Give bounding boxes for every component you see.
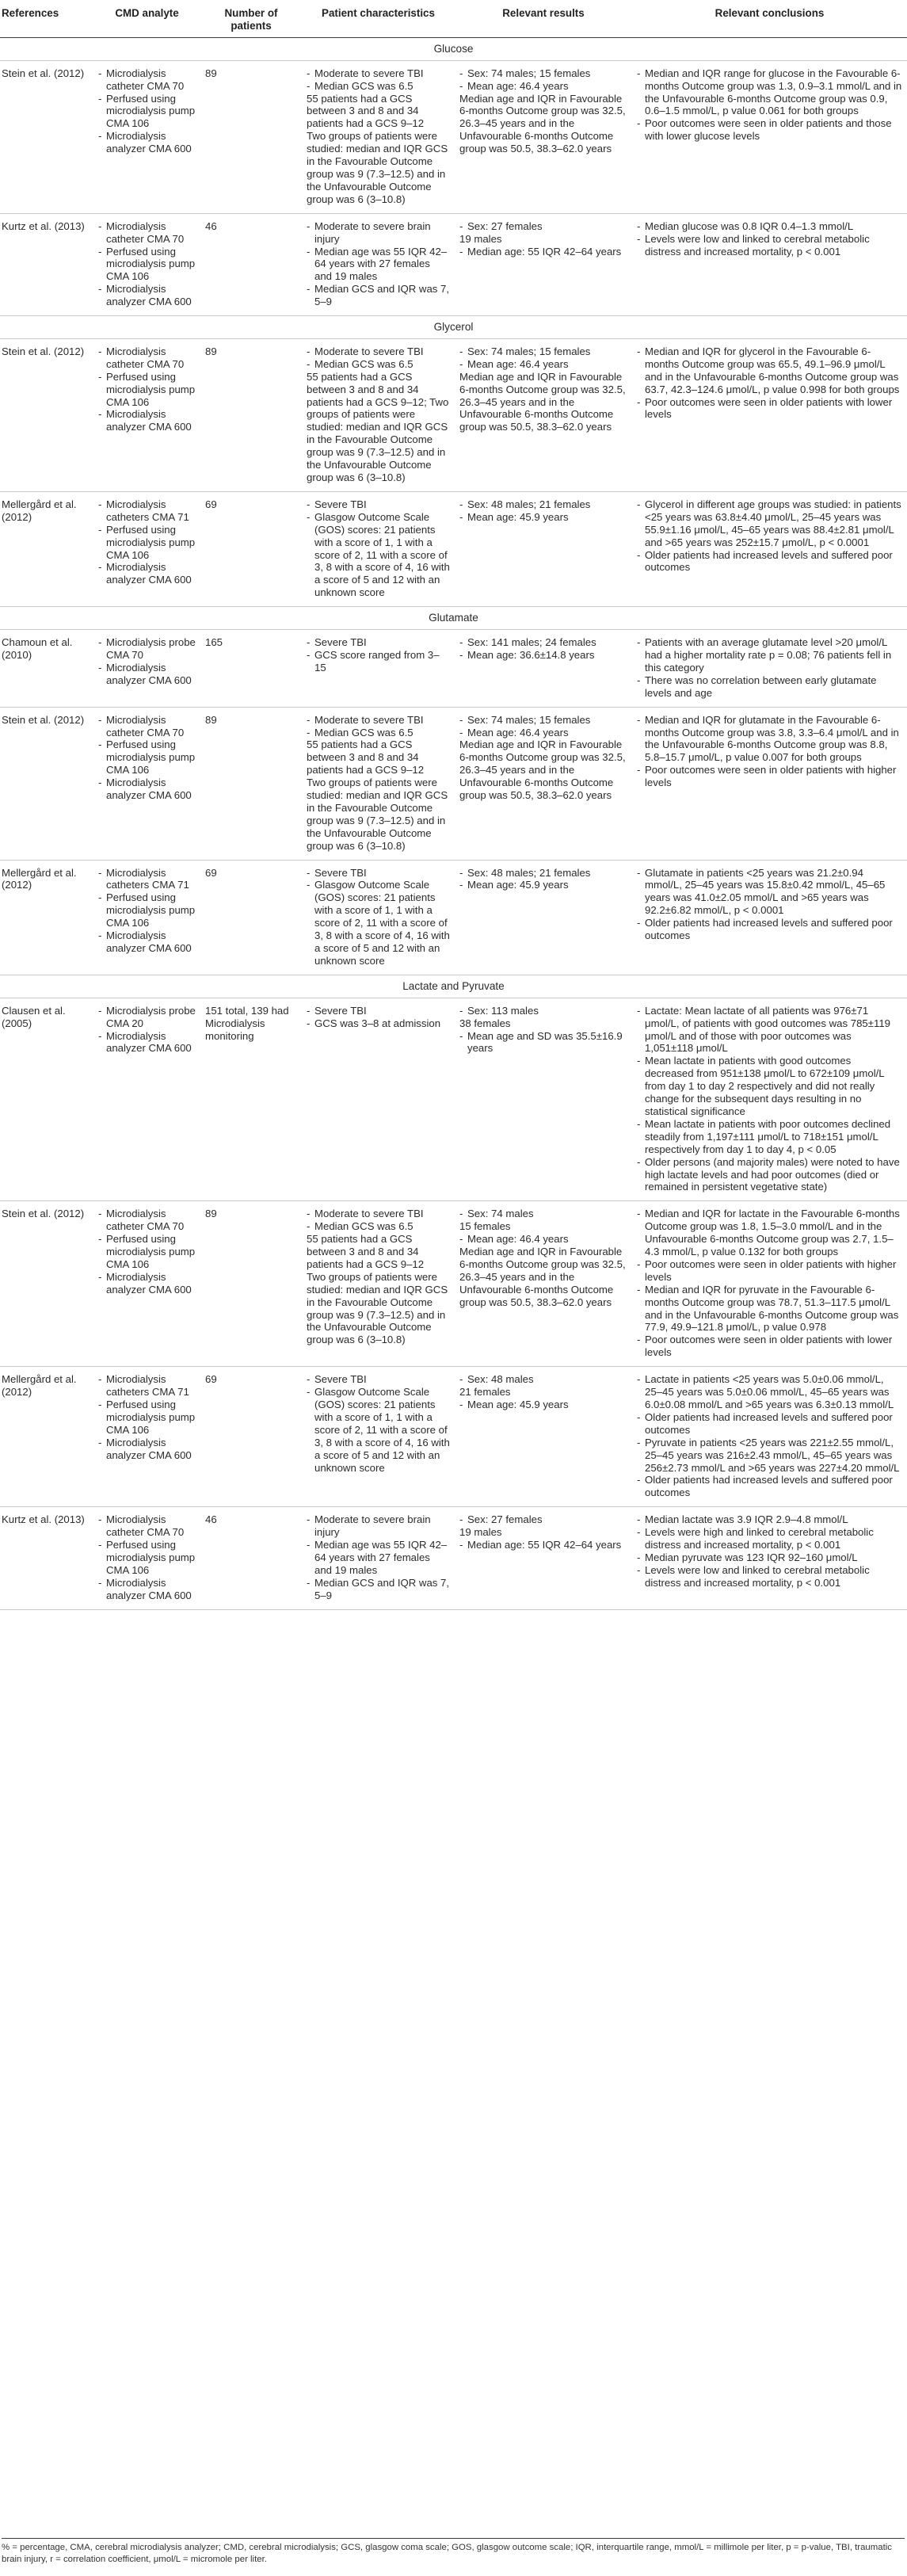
patients-count-cell: 46 (200, 1507, 302, 1609)
conclusion-item: - Levels were low and linked to cerebral metabolic distress and increased mortality, p < 0.001 (637, 1564, 902, 1589)
result-item: - Mean age: 46.4 years (459, 727, 627, 739)
result-item: - Sex: 141 males; 24 females (459, 636, 627, 649)
cmd-analyte-cell (93, 1201, 200, 1367)
conclusion-item: - Median pyruvate was 123 IQR 92–160 μmol/L (637, 1551, 902, 1564)
patients-count-cell: 89 (200, 707, 302, 860)
conclusion-item: - Poor outcomes were seen in older patients with lower levels (637, 396, 902, 422)
conclusion-item: - Pyruvate in patients <25 years was 221±2.55 mmol/L, 25–45 years was 216±2.43 mmol/L, 45–65 years was 256±2.73 mmol/L and >65 years was 227±4.20 mmol/L (637, 1437, 902, 1475)
characteristic-item: Two groups of patients were studied: median and IQR GCS in the Favourable Outcome group was 9 (7.3–12.5) and in the Unfavourable Outcome group was 6 (3–10.8) (307, 130, 448, 205)
cmd-analyte-item: - Perfused using microdialysis pump CMA 106 (98, 246, 196, 284)
result-item: - Mean age: 46.4 years (459, 80, 627, 93)
conclusion-list (637, 867, 902, 942)
relevant-results-cell (455, 998, 632, 1201)
conclusion-list (637, 714, 902, 789)
result-item: - Sex: 113 males (459, 1005, 627, 1017)
result-list (459, 498, 627, 524)
result-item: - Sex: 27 females (459, 220, 627, 233)
cmd-analyte-list (98, 1513, 196, 1601)
characteristic-item: 55 patients had a GCS between 3 and 8 and 34 patients had a GCS 9–12 (307, 738, 425, 777)
cmd-analyte-item: - Microdialysis analyzer CMA 600 (98, 408, 196, 433)
result-item: - Sex: 74 males; 15 females (459, 67, 627, 80)
characteristic-item: - Median GCS was 6.5 (307, 80, 450, 93)
result-item: - Mean age and SD was 35.5±16.9 years (459, 1030, 627, 1055)
result-item: Median age and IQR in Favourable 6-months Outcome group was 32.5, 26.3–45 years and in the Unfavourable 6-months Outcome group was 50.5, 38.3–62.0 years (459, 92, 626, 155)
cmd-analyte-item: - Microdialysis analyzer CMA 600 (98, 1030, 196, 1055)
patients-count-cell: 165 (200, 630, 302, 708)
conclusion-item: - Older persons (and majority males) were noted to have high lactate levels and had poor outcomes (died or remained in persistent vegetative state) (637, 1156, 902, 1194)
cmd-analyte-list (98, 714, 196, 802)
table-row (0, 60, 907, 213)
cmd-analyte-item: - Microdialysis analyzer CMA 600 (98, 283, 196, 308)
cmd-analyte-list (98, 1208, 196, 1296)
result-item: 15 females (459, 1220, 511, 1233)
reference-cell: Kurtz et al. (2013) (0, 213, 93, 315)
characteristic-item: - GCS was 3–8 at admission (307, 1017, 450, 1030)
cmd-analyte-item: - Microdialysis analyzer CMA 600 (98, 1437, 196, 1462)
cmd-analyte-list (98, 867, 196, 955)
result-item: 21 females (459, 1386, 511, 1399)
characteristic-list (307, 1373, 450, 1474)
patient-characteristics-cell (302, 1201, 455, 1367)
section-row (0, 975, 907, 998)
conclusion-item: - Lactate in patients <25 years was 5.0±0.06 mmol/L, 25–45 years was 5.0±0.06 mmol/L, 45–65 years was 6.0±0.08 mmol/L and >65 years was 6.3±0.13 mmol/L (637, 1373, 902, 1411)
conclusion-item: - Older patients had increased levels and suffered poor outcomes (637, 1474, 902, 1499)
result-item: - Mean age: 45.9 years (459, 1399, 627, 1411)
conclusion-item: - Glutamate in patients <25 years was 21.2±0.94 mmol/L, 25–45 years was 15.8±0.42 mmol/L, 45–65 years was 41.0±2.05 mmol/L and >65 years was 92.2±6.82 mmol/L, p < 0.0001 (637, 867, 902, 918)
characteristic-list (307, 345, 450, 484)
reference-cell: Mellergård et al. (2012) (0, 1367, 93, 1507)
characteristic-item: 55 patients had a GCS between 3 and 8 and 34 patients had a GCS 9–12; Two groups of patients were studied: median and IQR GCS in the Favourable Outcome group was 9 (7.3–12.5) and in the Unfavourable Outcome group was 6 (3–10.8) (307, 370, 449, 483)
characteristic-item: - GCS score ranged from 3–15 (307, 649, 450, 674)
conclusion-list (637, 1513, 902, 1589)
result-list (459, 67, 627, 155)
relevant-results-cell (455, 1367, 632, 1507)
result-item: - Sex: 74 males; 15 females (459, 345, 627, 358)
characteristic-list (307, 636, 450, 674)
cmd-analyte-cell (93, 707, 200, 860)
conclusion-item: - Lactate: Mean lactate of all patients was 976±71 μmol/L, of patients with good outcomes was 785±119 μmol/L and of those with poor outcomes was 1,051±118 μmol/L (637, 1005, 902, 1055)
cmd-analyte-item: - Microdialysis probe CMA 20 (98, 1005, 196, 1030)
characteristic-item: - Moderate to severe TBI (307, 67, 450, 80)
result-item: - Sex: 48 males; 21 females (459, 498, 627, 511)
cmd-analyte-cell (93, 1367, 200, 1507)
table-row (0, 707, 907, 860)
result-item: Median age and IQR in Favourable 6-months Outcome group was 32.5, 26.3–45 years and in the Unfavourable 6-months Outcome group was 50.5, 38.3–62.0 years (459, 1246, 626, 1308)
cmd-analyte-cell (93, 630, 200, 708)
reference-cell: Clausen et al. (2005) (0, 998, 93, 1201)
patient-characteristics-cell (302, 860, 455, 975)
characteristic-item: - Glasgow Outcome Scale (GOS) scores: 21 patients with a score of 1, 1 with a score of 2, 11 with a score of 3, 8 with a score of 4, 16 with a score of 5 and 12 with an unknown score (307, 1386, 450, 1474)
conclusion-item: - Mean lactate in patients with good outcomes decreased from 951±138 μmol/L to 672±109 μmol/L from day 1 to day 2 respectively and did not really change for the subsequent days resulting in no statistical significance (637, 1055, 902, 1118)
table-row (0, 1507, 907, 1609)
characteristic-item: 55 patients had a GCS between 3 and 8 and 34 patients had a GCS 9–12 (307, 92, 425, 130)
header-cmd-analyte: CMD analyte (93, 0, 200, 37)
patient-characteristics-cell (302, 60, 455, 213)
relevant-results-cell (455, 1201, 632, 1367)
result-item: Median age and IQR in Favourable 6-months Outcome group was 32.5, 26.3–45 years and in the Unfavourable 6-months Outcome group was 50.5, 38.3–62.0 years (459, 370, 626, 433)
result-item: - Sex: 74 males; 15 females (459, 714, 627, 727)
result-item: - Median age: 55 IQR 42–64 years (459, 1539, 627, 1551)
conclusion-list (637, 1005, 902, 1194)
characteristic-list (307, 714, 450, 853)
characteristic-item: - Moderate to severe TBI (307, 1208, 450, 1220)
cmd-analyte-item: - Microdialysis catheter CMA 70 (98, 1513, 196, 1539)
cmd-analyte-item: - Microdialysis analyzer CMA 600 (98, 662, 196, 687)
section-title: Glutamate (0, 607, 907, 630)
characteristic-list (307, 1005, 450, 1030)
result-item: - Median age: 55 IQR 42–64 years (459, 246, 627, 258)
conclusion-item: - There was no correlation between early glutamate levels and age (637, 674, 902, 700)
cmd-analyte-cell (93, 338, 200, 491)
cmd-analyte-item: - Microdialysis analyzer CMA 600 (98, 561, 196, 586)
relevant-conclusions-cell (632, 1201, 907, 1367)
patient-characteristics-cell (302, 1507, 455, 1609)
characteristic-list (307, 867, 450, 967)
characteristic-item: - Severe TBI (307, 1373, 450, 1386)
characteristic-item: - Median GCS and IQR was 7, 5–9 (307, 283, 450, 308)
reference-cell: Stein et al. (2012) (0, 707, 93, 860)
conclusion-item: - Median and IQR range for glucose in the Favourable 6-months Outcome group was 1.3, 0.9–3.1 mmol/L and in the Unfavourable 6-months Outcome group was 0.9, 0.6–1.5 mmol/L, p value 0.061 for both groups (637, 67, 902, 118)
cmd-analyte-cell (93, 491, 200, 606)
table-row (0, 1367, 907, 1507)
table-row (0, 1201, 907, 1367)
result-item: - Mean age: 46.4 years (459, 1233, 627, 1246)
characteristic-item: - Median GCS was 6.5 (307, 1220, 450, 1233)
characteristic-item: - Moderate to severe TBI (307, 345, 450, 358)
header-relevant-results: Relevant results (455, 0, 632, 37)
conclusion-item: - Median and IQR for glycerol in the Favourable 6-months Outcome group was 65.5, 49.1–96.9 μmol/L and in the Unfavourable 6-months Outcome group was 63.7, 42.3–124.6 μmol/L, p value 0.998 for both groups (637, 345, 902, 396)
characteristic-list (307, 498, 450, 599)
cmd-analyte-cell (93, 60, 200, 213)
result-list (459, 636, 627, 662)
patient-characteristics-cell (302, 491, 455, 606)
relevant-results-cell (455, 630, 632, 708)
section-row (0, 316, 907, 339)
patients-count-cell: 69 (200, 860, 302, 975)
relevant-results-cell (455, 338, 632, 491)
header-number-of-patients: Number of patients (200, 0, 302, 37)
characteristic-item: - Glasgow Outcome Scale (GOS) scores: 21 patients with a score of 1, 1 with a score of 2, 11 with a score of 3, 8 with a score of 4, 16 with a score of 5 and 12 with an unknown score (307, 511, 450, 599)
conclusion-item: - Poor outcomes were seen in older patients with lower levels (637, 1334, 902, 1359)
result-item: 19 males (459, 232, 502, 245)
result-list (459, 714, 627, 802)
cmd-analyte-item: - Microdialysis catheters CMA 71 (98, 867, 196, 892)
conclusion-item: - Older patients had increased levels and suffered poor outcomes (637, 917, 902, 942)
characteristic-item: - Moderate to severe brain injury (307, 1513, 450, 1539)
cmd-analyte-item: - Microdialysis catheter CMA 70 (98, 714, 196, 739)
result-item: 19 males (459, 1526, 502, 1539)
cmd-analyte-cell (93, 998, 200, 1201)
section-title: Lactate and Pyruvate (0, 975, 907, 998)
result-item: - Sex: 48 males; 21 females (459, 867, 627, 880)
table-row (0, 998, 907, 1201)
patient-characteristics-cell (302, 338, 455, 491)
table-body (0, 37, 907, 1609)
relevant-results-cell (455, 707, 632, 860)
reference-cell: Stein et al. (2012) (0, 338, 93, 491)
relevant-results-cell (455, 1507, 632, 1609)
cmd-analyte-list (98, 1005, 196, 1055)
cmd-analyte-list (98, 636, 196, 687)
header-references: References (0, 0, 93, 37)
result-list (459, 220, 627, 258)
patients-count-cell: 69 (200, 491, 302, 606)
conclusion-item: - Older patients had increased levels and suffered poor outcomes (637, 549, 902, 574)
characteristic-item: - Median GCS was 6.5 (307, 727, 450, 739)
relevant-conclusions-cell (632, 213, 907, 315)
characteristic-list (307, 67, 450, 206)
header-patient-characteristics: Patient characteristics (302, 0, 455, 37)
result-list (459, 1513, 627, 1551)
relevant-conclusions-cell (632, 491, 907, 606)
conclusion-list (637, 1373, 902, 1499)
patients-count-cell: 46 (200, 213, 302, 315)
conclusion-list (637, 1208, 902, 1359)
cmd-analyte-cell (93, 213, 200, 315)
characteristic-item: - Moderate to severe TBI (307, 714, 450, 727)
characteristic-list (307, 1513, 450, 1601)
reference-cell: Kurtz et al. (2013) (0, 1507, 93, 1609)
conclusion-item: - Median and IQR for lactate in the Favourable 6-months Outcome group was 1.8, 1.5–3.0 mmol/L and in the Unfavourable 6-months Outcome group was 2.7, 1.5–4.3 mmol/L, p value 0.132 for both groups (637, 1208, 902, 1258)
result-item: Median age and IQR in Favourable 6-months Outcome group was 32.5, 26.3–45 years and in the Unfavourable 6-months Outcome group was 50.5, 38.3–62.0 years (459, 738, 626, 802)
cmd-analyte-item: - Perfused using microdialysis pump CMA 106 (98, 371, 196, 409)
characteristic-item: - Glasgow Outcome Scale (GOS) scores: 21 patients with a score of 1, 1 with a score of 2, 11 with a score of 3, 8 with a score of 4, 16 with a score of 5 and 12 with an unknown score (307, 879, 450, 967)
conclusion-item: - Older patients had increased levels and suffered poor outcomes (637, 1411, 902, 1437)
header-relevant-conclusions: Relevant conclusions (632, 0, 907, 37)
cmd-analyte-item: - Microdialysis catheter CMA 70 (98, 1208, 196, 1233)
cmd-analyte-cell (93, 1507, 200, 1609)
patients-count-cell: 89 (200, 1201, 302, 1367)
table-row (0, 213, 907, 315)
characteristic-item: Two groups of patients were studied: median and IQR GCS in the Favourable Outcome group was 9 (7.3–12.5) and in the Unfavourable Outcome group was 6 (3–10.8) (307, 1270, 448, 1346)
cmd-analyte-item: - Perfused using microdialysis pump CMA 106 (98, 891, 196, 929)
table-row (0, 491, 907, 606)
relevant-conclusions-cell (632, 860, 907, 975)
relevant-conclusions-cell (632, 707, 907, 860)
result-item: - Mean age: 45.9 years (459, 879, 627, 891)
result-item: - Mean age: 45.9 years (459, 511, 627, 524)
reference-cell: Stein et al. (2012) (0, 60, 93, 213)
characteristic-item: - Median GCS and IQR was 7, 5–9 (307, 1577, 450, 1602)
conclusion-item: - Poor outcomes were seen in older patients with higher levels (637, 1258, 902, 1284)
patients-count-cell: 89 (200, 338, 302, 491)
reference-cell: Stein et al. (2012) (0, 1201, 93, 1367)
conclusion-item: - Median and IQR for glutamate in the Favourable 6-months Outcome group was 3.8, 3.3–6.4 μmol/L and in the Unfavourable 6-months Outcome group was 8.8, 5.8–15.7 μmol/L, p value 0.007 for both groups (637, 714, 902, 765)
characteristic-item: Two groups of patients were studied: median and IQR GCS in the Favourable Outcome group was 9 (7.3–12.5) and in the Unfavourable Outcome group was 6 (3–10.8) (307, 777, 448, 852)
cmd-analyte-cell (93, 860, 200, 975)
table-row (0, 338, 907, 491)
relevant-results-cell (455, 860, 632, 975)
result-item: - Sex: 74 males (459, 1208, 627, 1220)
cmd-analyte-item: - Microdialysis analyzer CMA 600 (98, 1577, 196, 1602)
cmd-analyte-item: - Microdialysis probe CMA 70 (98, 636, 196, 662)
conclusion-list (637, 220, 902, 258)
conclusion-item: - Median glucose was 0.8 IQR 0.4–1.3 mmol/L (637, 220, 902, 233)
cmd-analyte-item: - Perfused using microdialysis pump CMA 106 (98, 1233, 196, 1271)
relevant-conclusions-cell (632, 60, 907, 213)
table-row (0, 630, 907, 708)
section-title: Glucose (0, 37, 907, 60)
characteristic-item: - Severe TBI (307, 1005, 450, 1017)
patient-characteristics-cell (302, 213, 455, 315)
result-item: - Mean age: 46.4 years (459, 358, 627, 371)
result-item: - Sex: 27 females (459, 1513, 627, 1526)
characteristic-list (307, 1208, 450, 1346)
cmd-analyte-item: - Microdialysis analyzer CMA 600 (98, 929, 196, 955)
cmd-analyte-item: - Microdialysis catheter CMA 70 (98, 220, 196, 246)
characteristic-item: 55 patients had a GCS between 3 and 8 and 34 patients had a GCS 9–12 (307, 1233, 425, 1270)
reference-cell: Mellergård et al. (2012) (0, 491, 93, 606)
characteristic-item: - Median GCS was 6.5 (307, 358, 450, 371)
conclusion-list (637, 498, 902, 574)
patients-count-cell: 89 (200, 60, 302, 213)
relevant-conclusions-cell (632, 630, 907, 708)
relevant-conclusions-cell (632, 1367, 907, 1507)
relevant-conclusions-cell (632, 1507, 907, 1609)
cmd-analyte-item: - Perfused using microdialysis pump CMA 106 (98, 1399, 196, 1437)
cmd-analyte-item: - Microdialysis catheter CMA 70 (98, 345, 196, 371)
section-row (0, 607, 907, 630)
patient-characteristics-cell (302, 1367, 455, 1507)
table-row (0, 860, 907, 975)
relevant-conclusions-cell (632, 338, 907, 491)
characteristic-item: - Moderate to severe brain injury (307, 220, 450, 246)
cmd-analyte-list (98, 67, 196, 155)
result-list (459, 1005, 627, 1055)
result-list (459, 1208, 627, 1308)
conclusion-item: - Poor outcomes were seen in older patients and those with lower glucose levels (637, 117, 902, 143)
cmd-analyte-item: - Microdialysis analyzer CMA 600 (98, 777, 196, 802)
cmd-analyte-list (98, 220, 196, 308)
cmd-analyte-item: - Perfused using microdialysis pump CMA 106 (98, 738, 196, 777)
conclusion-item: - Mean lactate in patients with poor outcomes declined steadily from 1,197±111 μmol/L to 718±151 μmol/L respectively from day 1 to day 4, p < 0.05 (637, 1118, 902, 1156)
result-item: - Sex: 48 males (459, 1373, 627, 1386)
result-item: 38 females (459, 1017, 511, 1029)
cmd-analyte-item: - Perfused using microdialysis pump CMA 106 (98, 524, 196, 562)
characteristic-item: - Severe TBI (307, 498, 450, 511)
characteristic-item: - Median age was 55 IQR 42–64 years with 27 females and 19 males (307, 1539, 450, 1577)
cmd-analyte-item: - Microdialysis catheters CMA 71 (98, 1373, 196, 1399)
cmd-analyte-item: - Perfused using microdialysis pump CMA 106 (98, 1539, 196, 1577)
reference-cell: Mellergård et al. (2012) (0, 860, 93, 975)
cmd-analyte-list (98, 1373, 196, 1461)
cmd-analyte-item: - Microdialysis analyzer CMA 600 (98, 1271, 196, 1296)
section-row (0, 37, 907, 60)
patient-characteristics-cell (302, 630, 455, 708)
cmd-analyte-list (98, 345, 196, 433)
conclusion-item: - Median and IQR for pyruvate in the Favourable 6-months Outcome group was 78.7, 51.3–117.5 μmol/L and in the Unfavourable 6-months Outcome group was 77.9, 49.9–121.8 μmol/L, p value 0.978 (637, 1284, 902, 1334)
cmd-analyte-list (98, 498, 196, 586)
patients-count-cell: 151 total, 139 had Microdialysis monitoring (200, 998, 302, 1201)
cmd-analyte-item: - Microdialysis catheters CMA 71 (98, 498, 196, 524)
header-row (0, 0, 907, 37)
conclusion-item: - Median lactate was 3.9 IQR 2.9–4.8 mmol/L (637, 1513, 902, 1526)
cmd-analyte-item: - Microdialysis analyzer CMA 600 (98, 130, 196, 155)
result-item: - Mean age: 36.6±14.8 years (459, 649, 627, 662)
conclusion-item: - Levels were high and linked to cerebral metabolic distress and increased mortality, p < 0.001 (637, 1526, 902, 1551)
conclusion-item: - Glycerol in different age groups was studied: in patients <25 years was 63.8±4.40 μmol/L, 25–45 years was 55.9±1.16 μmol/L, 45–65 years was 88.4±2.81 μmol/L and >65 years was 252±15.7 μmol/L, p < 0.0001 (637, 498, 902, 549)
result-list (459, 867, 627, 892)
relevant-results-cell (455, 491, 632, 606)
table-footnote: % = percentage, CMA, cerebral microdialysis analyzer; CMD, cerebral microdialysis; GCS, glasgow coma scale; GOS, glasgow outcome scale; IQR, interquartile range, mmol/L = millimole per liter, p = p-value, TBI, traumatic brain injury, r = correlation coefficient, μmol/L = micromole per liter. (2, 2538, 905, 2566)
conclusion-item: - Levels were low and linked to cerebral metabolic distress and increased mortality, p < 0.001 (637, 233, 902, 258)
characteristic-list (307, 220, 450, 308)
result-list (459, 345, 627, 433)
patient-characteristics-cell (302, 707, 455, 860)
cmd-analyte-item: - Perfused using microdialysis pump CMA 106 (98, 93, 196, 131)
relevant-results-cell (455, 213, 632, 315)
result-list (459, 1373, 627, 1411)
conclusion-list (637, 345, 902, 421)
patient-characteristics-cell (302, 998, 455, 1201)
cmd-analyte-item: - Microdialysis catheter CMA 70 (98, 67, 196, 93)
section-title: Glycerol (0, 316, 907, 339)
characteristic-item: - Severe TBI (307, 636, 450, 649)
patients-count-cell: 69 (200, 1367, 302, 1507)
conclusion-list (637, 636, 902, 700)
conclusion-list (637, 67, 902, 143)
conclusion-item: - Patients with an average glutamate level >20 μmol/L had a higher mortality rate p = 0.08; 76 patients fell in this category (637, 636, 902, 674)
characteristic-item: - Median age was 55 IQR 42–64 years with 27 females and 19 males (307, 246, 450, 284)
relevant-conclusions-cell (632, 998, 907, 1201)
relevant-results-cell (455, 60, 632, 213)
conclusion-item: - Poor outcomes were seen in older patients with higher levels (637, 764, 902, 789)
reference-cell: Chamoun et al. (2010) (0, 630, 93, 708)
characteristic-item: - Severe TBI (307, 867, 450, 880)
